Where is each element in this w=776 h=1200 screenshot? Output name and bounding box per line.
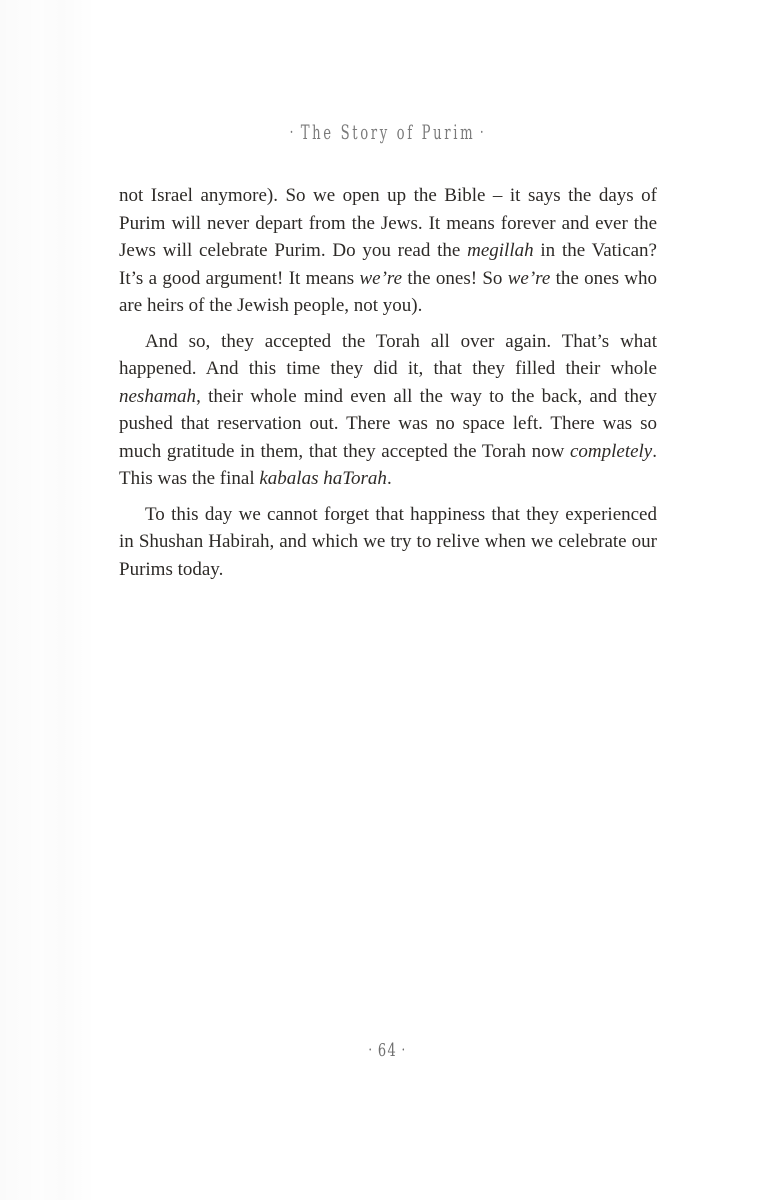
text-run: the ones who are heirs of the Jewish people, not you).: [119, 267, 658, 316]
italic-run: we’re: [507, 267, 551, 289]
ornament-left: ·: [368, 1040, 374, 1059]
italic-run: megillah: [467, 240, 534, 261]
paragraph: [119, 182, 657, 320]
text-run: in the Vatican? It’s a good argument! It means: [119, 240, 657, 289]
running-head: [0, 120, 776, 144]
paragraph: [119, 501, 657, 584]
text-run: not Israel anymore). So we open up the Bible – it says the days of Purim will never depart from the Jews. It means forever and ever the Jews will celebrate Purim. Do you read the: [119, 185, 657, 261]
running-head-text: [285, 120, 491, 144]
running-head-title: The Story of Purim: [300, 120, 476, 144]
page-number: 64: [378, 1040, 398, 1061]
folio: [0, 1040, 776, 1061]
ornament-right: ·: [402, 1040, 408, 1059]
paragraph: [119, 328, 657, 493]
folio-text: [365, 1040, 412, 1061]
text-run: the ones! So: [402, 267, 508, 289]
text-run: . This was the final: [119, 440, 657, 489]
text-run: And so, they accepted the Torah all over again. That’s what happened. And this time they did it, that they filled their whole: [119, 330, 657, 379]
italic-run: we’re: [359, 267, 403, 289]
ornament-left: ·: [289, 122, 297, 143]
italic-run: completely: [569, 440, 653, 462]
italic-run: kabalas haTorah: [259, 468, 387, 489]
page-body: [119, 182, 657, 583]
text-run: To this day we cannot forget that happiness that they experienced in Shushan Habirah, and which we try to relive when we celebrate our Purims today.: [119, 503, 657, 580]
text-run: .: [386, 468, 392, 489]
italic-run: neshamah: [119, 385, 197, 407]
text-run: , their whole mind even all the way to the back, and they pushed that reservation out. There was no space left. There was so much gratitude in them, that they accepted the Torah now: [119, 385, 657, 462]
ornament-right: ·: [479, 122, 487, 143]
